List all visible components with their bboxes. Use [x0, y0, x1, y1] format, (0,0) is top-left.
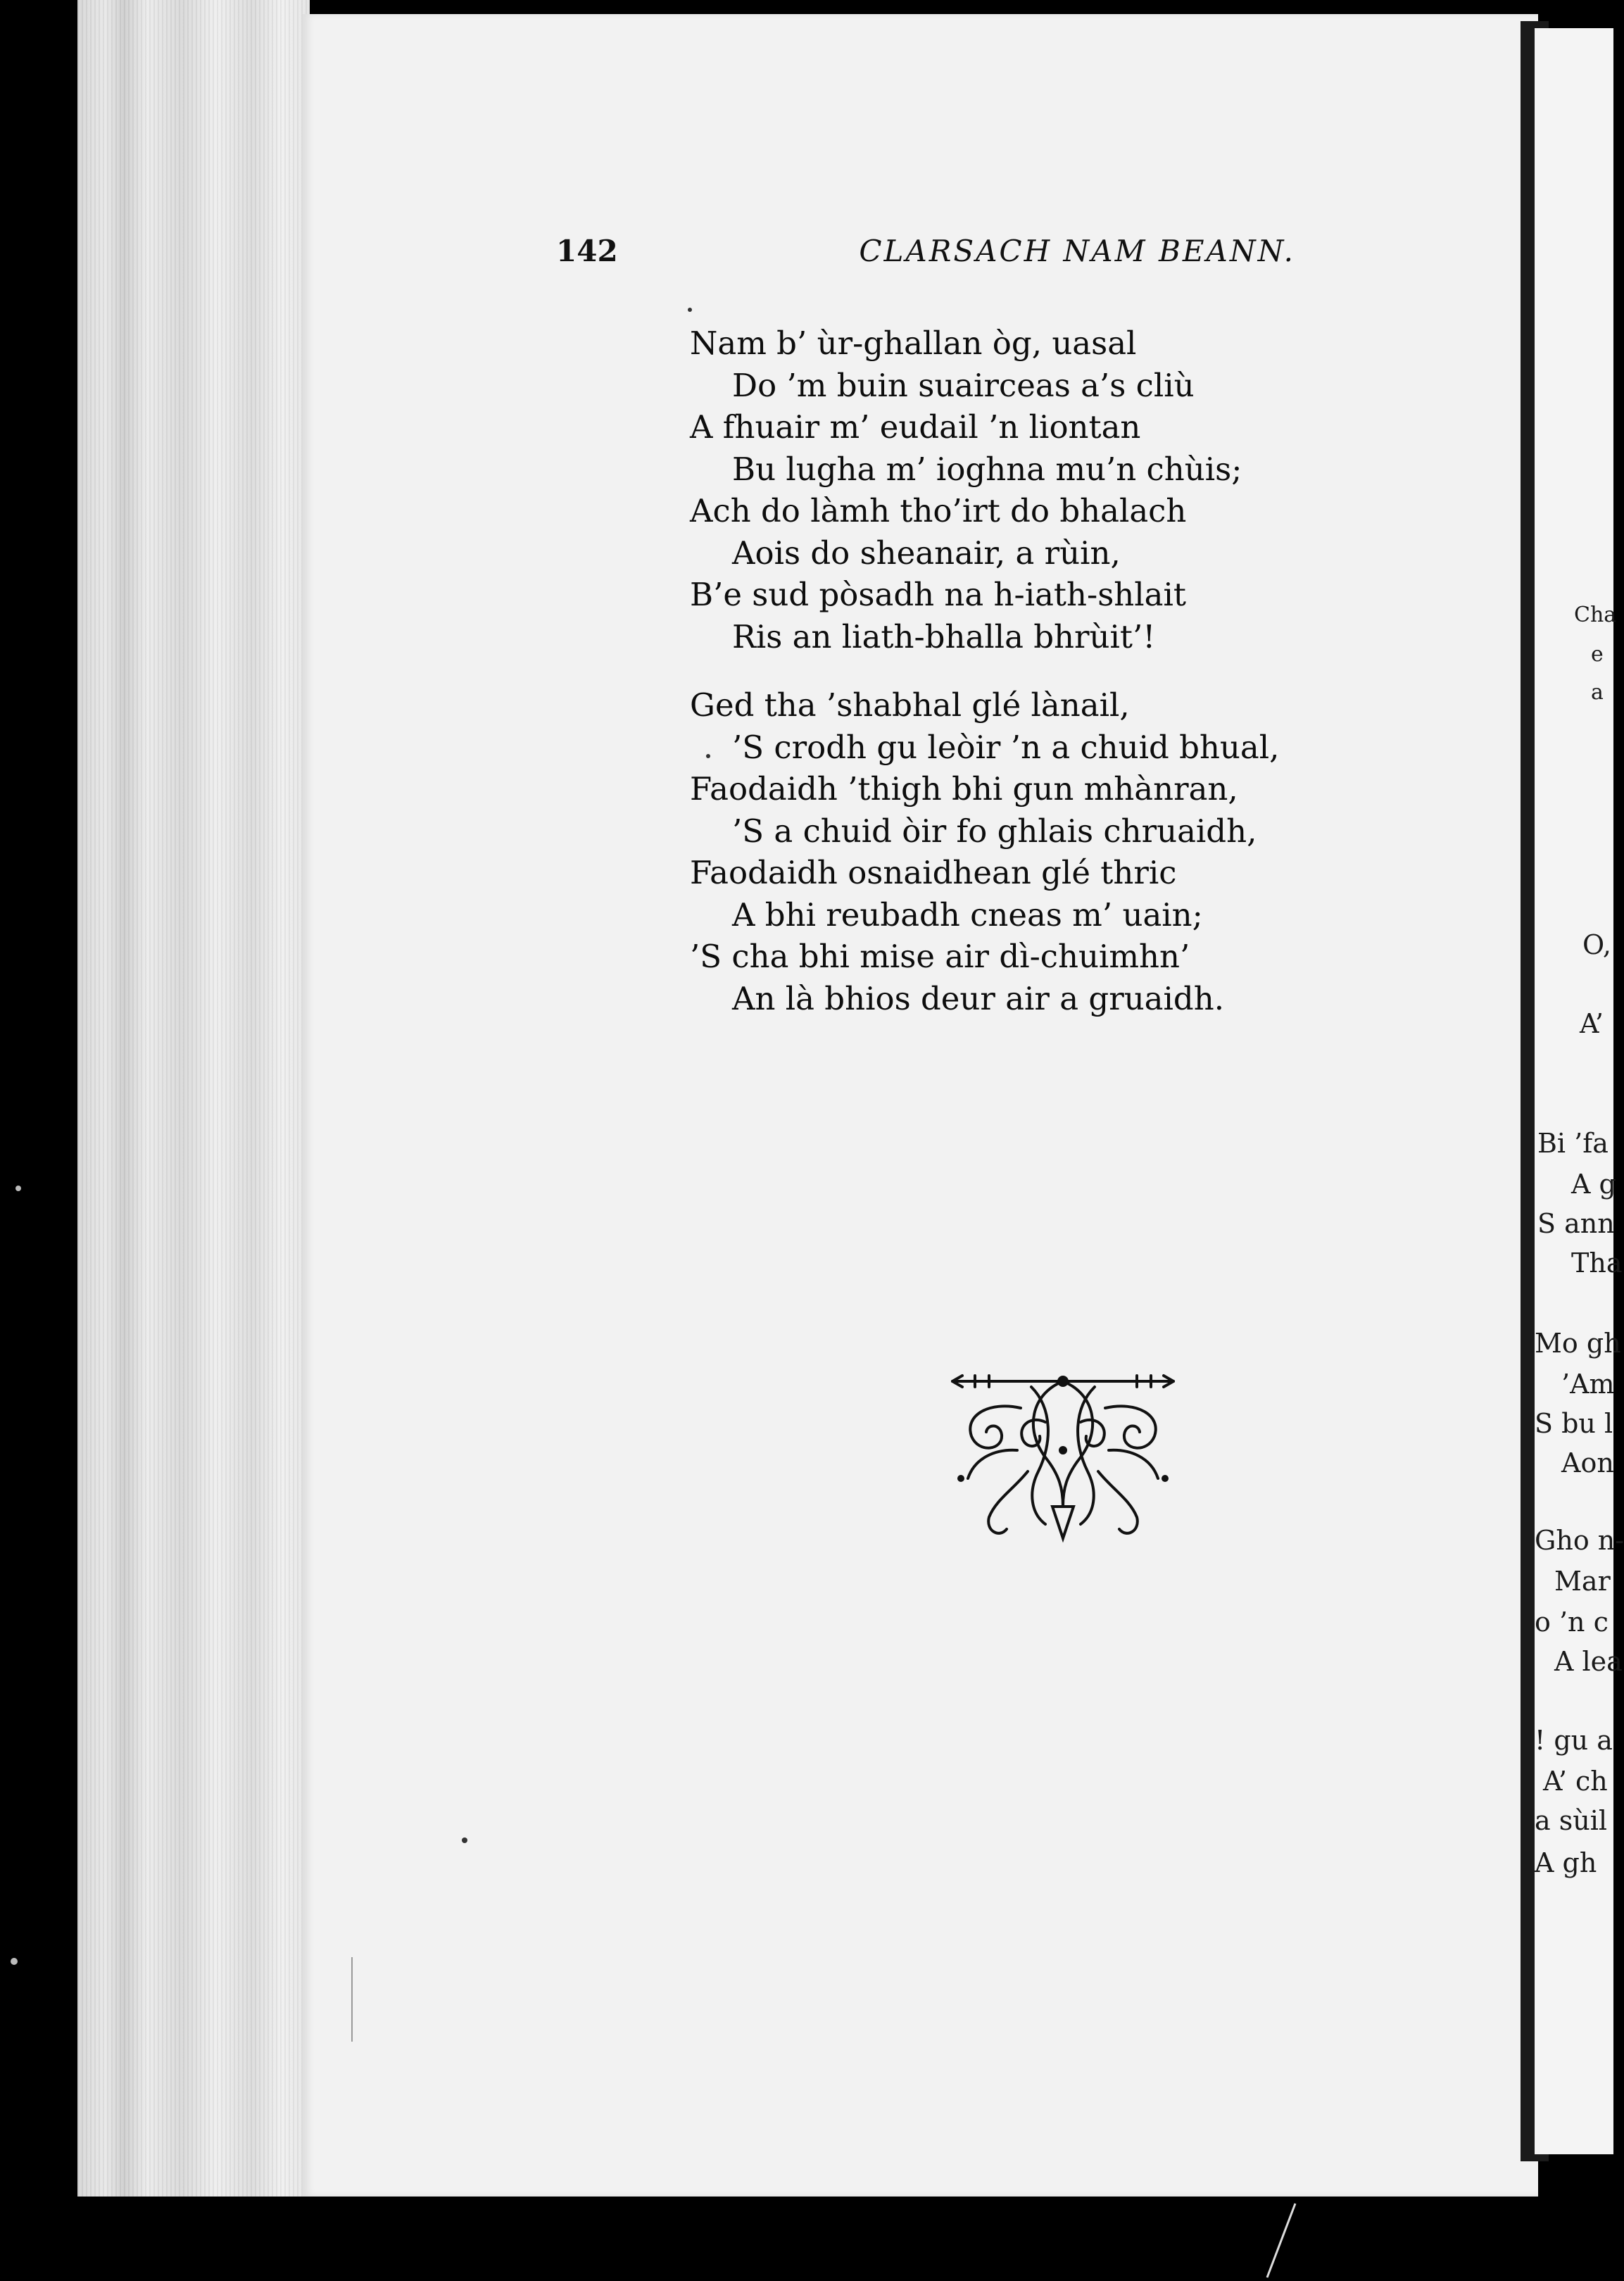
facing-fragment: Mar [1554, 1566, 1611, 1597]
facing-fragment: a sùil [1535, 1805, 1608, 1836]
verse-line: Ged tha ’shabhal glé lànail, [690, 686, 1130, 724]
facing-fragment: A’ ch [1543, 1766, 1608, 1797]
verse-line: An là bhios deur air a gruaidh. [732, 979, 1224, 1017]
facing-fragment: e [1591, 642, 1604, 667]
verse-line: Aois do sheanair, a rùin, [732, 534, 1121, 572]
facing-fragment: Bi ’fa [1537, 1128, 1609, 1159]
facing-fragment: A g [1571, 1169, 1616, 1200]
running-title: CLARSACH NAM BEANN. [859, 234, 1295, 268]
facing-fragment: A’ [1580, 1008, 1604, 1039]
verse-line: Bu lugha m’ ioghna mu’n chùis; [732, 450, 1242, 488]
facing-fragment: A gh [1535, 1847, 1597, 1878]
verse-line: Do ’m buin suairceas a’s cliù [732, 366, 1195, 404]
facing-fragment: Cha [1574, 603, 1617, 627]
facing-fragment: O, [1582, 929, 1612, 960]
verse-line: Faodaidh ’thigh bhi gun mhànran, [690, 770, 1238, 808]
facing-fragment: S ann [1537, 1208, 1615, 1239]
facing-fragment: o ’n c [1535, 1607, 1609, 1638]
verse-line: ’S crodh gu leòir ’n a chuid bhual, [732, 728, 1280, 766]
verse-line: ’S a chuid òir fo ghlais chruaidh, [732, 812, 1257, 850]
facing-fragment: S bu l [1535, 1408, 1613, 1439]
facing-fragment: Tha [1571, 1248, 1623, 1278]
verse-line: B’e sud pòsadh na h-iath-shlait [690, 576, 1186, 613]
verse-line: A fhuair m’ eudail ’n liontan [690, 408, 1141, 446]
facing-fragment: Mo gh [1535, 1328, 1621, 1359]
verse-line: A bhi reubadh cneas m’ uain; [732, 896, 1203, 934]
facing-fragment: ’Am [1561, 1369, 1615, 1400]
facing-fragment: a [1591, 680, 1604, 705]
verse-line: Nam b’ ùr-ghallan òg, uasal [690, 325, 1137, 362]
facing-fragment: A lea [1554, 1646, 1623, 1677]
facing-fragment: Aon [1561, 1447, 1614, 1478]
verse-line: Ris an liath-bhalla bhrùit’! [732, 617, 1156, 655]
verse-line: Faodaidh osnaidhean glé thric [690, 854, 1177, 891]
page-number: 142 [556, 234, 618, 268]
verse-line: ’S cha bhi mise air dì-chuimhn’ [690, 938, 1190, 975]
facing-fragment: ! gu a [1535, 1725, 1613, 1756]
verse-line: Ach do làmh tho’irt do bhalach [690, 492, 1187, 529]
facing-fragment: Gho n- [1535, 1525, 1624, 1556]
